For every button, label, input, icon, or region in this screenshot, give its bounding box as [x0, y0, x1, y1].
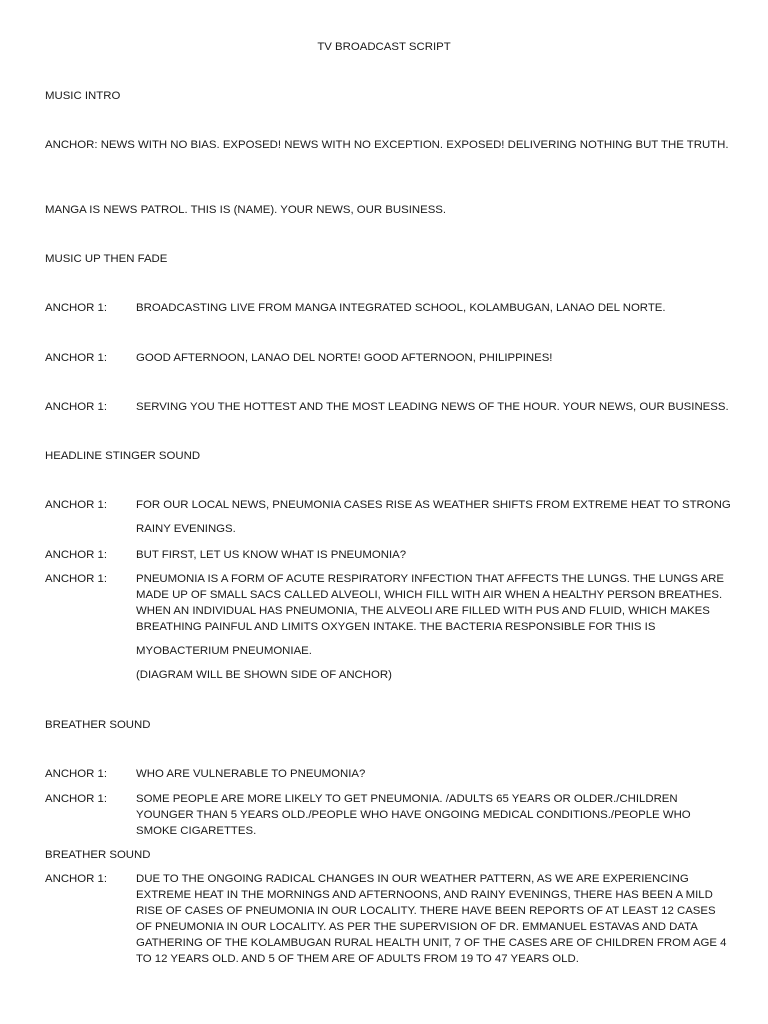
speaker-label: ANCHOR 1:: [45, 302, 108, 314]
document-title: TV BROADCAST SCRIPT: [317, 41, 451, 53]
diagram-note: (DIAGRAM WILL BE SHOWN SIDE OF ANCHOR): [136, 669, 392, 681]
script-line: DUE TO THE ONGOING RADICAL CHANGES IN OUR WEATHER PATTERN, AS WE ARE EXPERIENCING EXTREME HEAT IN THE MORNINGS AND AFTERNOONS, AND RAINY EVENINGS, THERE HAS BEEN A MILD RISE OF CASES OF PNEUMONIA IN OUR LOCALITY. THERE HAVE BEEN REPORTS OF AT LEAST 12 CASES OF PNEUMONIA IN OUR LOCALITY. AS PER THE SUPERVISION OF DR. EMMANUEL ESTAVAS AND DATA GATHERING OF THE KOLAMBUGAN RURAL HEALTH UNIT, 7 OF THE CASES ARE OF CHILDREN FROM AGE 4 TO 12 YEARS OLD. AND 5 OF THEM ARE OF ADULTS FROM 19 TO 47 YEARS OLD.: [136, 873, 727, 965]
script-line: SOME PEOPLE ARE MORE LIKELY TO GET PNEUMONIA. /ADULTS 65 YEARS OR OLDER./CHILDREN YOUNGER THAN 5 YEARS OLD./PEOPLE WHO HAVE ONGOING MEDICAL CONDITIONS./PEOPLE WHO SMOKE CIGARETTES.: [136, 793, 691, 837]
cue-breather-sound: BREATHER SOUND: [45, 719, 151, 731]
speaker-label: ANCHOR 1:: [45, 401, 108, 413]
speaker-label: ANCHOR 1:: [45, 573, 108, 585]
anchor-opening-line: ANCHOR: NEWS WITH NO BIAS. EXPOSED! NEWS WITH NO EXCEPTION. EXPOSED! DELIVERING NOTHING BUT THE TRUTH.: [45, 139, 729, 151]
script-line: GOOD AFTERNOON, LANAO DEL NORTE! GOOD AFTERNOON, PHILIPPINES!: [136, 352, 553, 364]
cue-breather-sound: BREATHER SOUND: [45, 849, 151, 861]
cue-music-intro: MUSIC INTRO: [45, 90, 121, 102]
cue-music-up: MUSIC UP THEN FADE: [45, 253, 168, 265]
speaker-label: ANCHOR 1:: [45, 549, 108, 561]
script-line: FOR OUR LOCAL NEWS, PNEUMONIA CASES RISE AS WEATHER SHIFTS FROM EXTREME HEAT TO STRONG: [136, 499, 731, 511]
cue-headline-stinger: HEADLINE STINGER SOUND: [45, 450, 201, 462]
script-line: WHO ARE VULNERABLE TO PNEUMONIA?: [136, 768, 366, 780]
speaker-label: ANCHOR 1:: [45, 793, 108, 805]
script-line: BUT FIRST, LET US KNOW WHAT IS PNEUMONIA?: [136, 549, 407, 561]
script-line: SERVING YOU THE HOTTEST AND THE MOST LEADING NEWS OF THE HOUR. YOUR NEWS, OUR BUSINESS.: [136, 401, 729, 413]
script-line: PNEUMONIA IS A FORM OF ACUTE RESPIRATORY INFECTION THAT AFFECTS THE LUNGS. THE LUNGS ARE MADE UP OF SMALL SACS CALLED ALVEOLI, WHICH FILL WITH AIR WHEN A HEALTHY PERSON BREATHES. WHEN AN INDIVIDUAL HAS PNEUMONIA, THE ALVEOLI ARE FILLED WITH PUS AND FLUID, WHICH MAKES BREATHING PAINFUL AND LIMITS OXYGEN INTAKE. THE BACTERIA RESPONSIBLE FOR THIS IS: [136, 573, 724, 633]
speaker-label: ANCHOR 1:: [45, 499, 108, 511]
manga-intro-line: MANGA IS NEWS PATROL. THIS IS (NAME). YOUR NEWS, OUR BUSINESS.: [45, 204, 447, 216]
script-line: BROADCASTING LIVE FROM MANGA INTEGRATED SCHOOL, KOLAMBUGAN, LANAO DEL NORTE.: [136, 302, 666, 314]
script-line-continuation: MYOBACTERIUM PNEUMONIAE.: [136, 645, 312, 657]
speaker-label: ANCHOR 1:: [45, 768, 108, 780]
speaker-label: ANCHOR 1:: [45, 352, 108, 364]
speaker-label: ANCHOR 1:: [45, 873, 108, 885]
script-line-continuation: RAINY EVENINGS.: [136, 523, 236, 535]
